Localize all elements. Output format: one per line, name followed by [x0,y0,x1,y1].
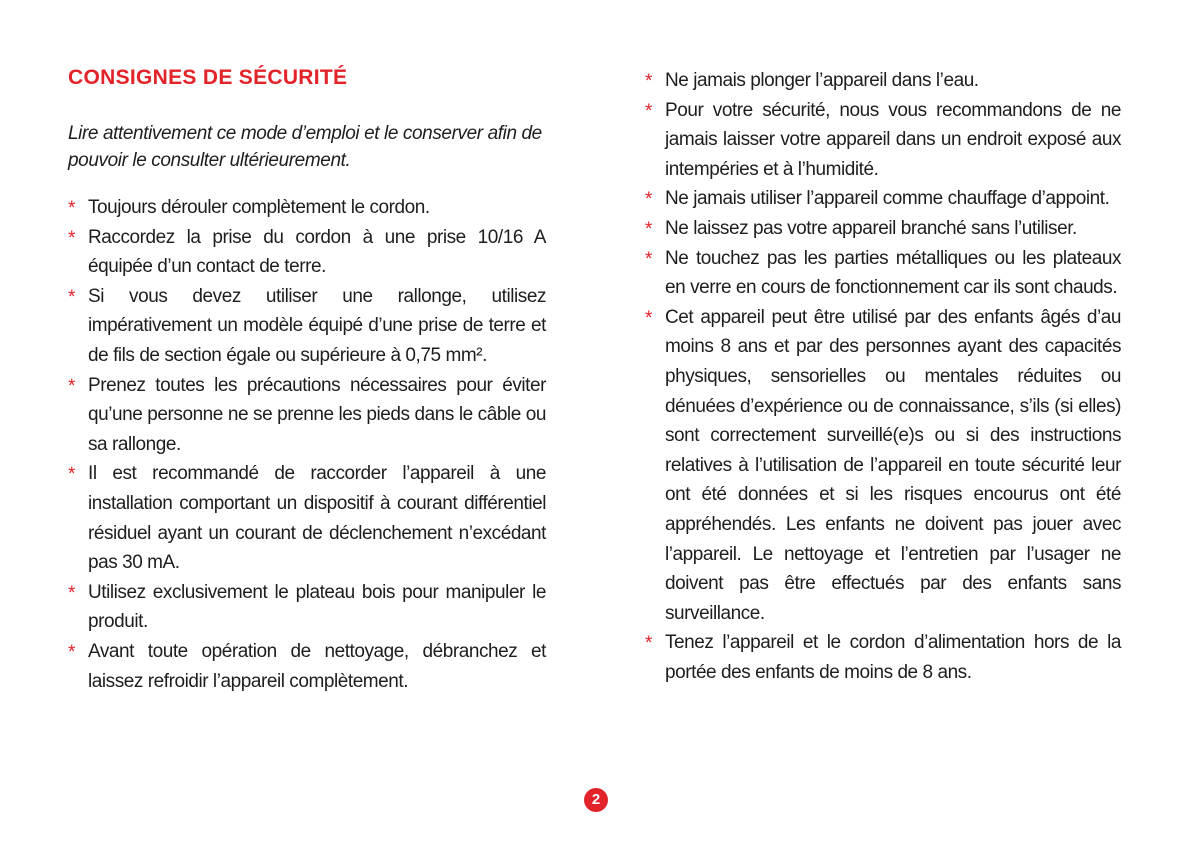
asterisk-bullet-icon: * [68,641,75,663]
list-item-text: Ne laissez pas votre appareil branché sans l’utiliser. [665,217,1077,239]
asterisk-bullet-icon: * [68,464,75,486]
list-item [68,282,546,371]
list-item [645,96,1121,185]
list-item-text: Tenez l’appareil et le cordon d’alimentation hors de la portée des enfants de moins de 8 ans. [665,632,1121,683]
list-item-text: Toujours dérouler complètement le cordon. [88,197,430,218]
list-item-text: Raccordez la prise du cordon à une prise 10/16 A équipée d’un contact de terre. [88,226,546,278]
asterisk-bullet-icon: * [68,227,75,249]
list-item-text: Il est recommandé de raccorder l’appareil à une installation comportant un dispositif à courant différentiel résiduel ayant un courant de déclenchement n’excédant pas 30 mA. [88,463,546,574]
list-item [645,66,1121,96]
right-safety-list [645,66,1121,687]
asterisk-bullet-icon: * [68,582,75,604]
list-item [645,628,1121,687]
section-heading: CONSIGNES DE SÉCURITÉ [68,66,348,89]
list-item-text: Ne jamais plonger l’appareil dans l’eau. [665,70,979,91]
intro-text: Lire attentivement ce mode d’emploi et le conserver afin de pouvoir le consulter ultérieurement. [68,123,542,171]
list-item [68,193,546,223]
list-item [68,578,546,637]
asterisk-bullet-icon: * [645,189,652,211]
asterisk-bullet-icon: * [645,218,652,240]
list-item [645,214,1121,244]
asterisk-bullet-icon: * [645,248,652,270]
list-item [68,371,546,460]
list-item-text: Utilisez exclusivement le plateau bois pour manipuler le produit. [88,581,546,633]
list-item [68,459,546,577]
list-item-text: Ne touchez pas les parties métalliques ou les plateaux en verre en cours de fonctionnement car ils sont chauds. [665,247,1121,299]
list-item [645,303,1121,629]
asterisk-bullet-icon: * [68,198,75,219]
page-number-badge: 2 [584,788,608,812]
list-item-text: Pour votre sécurité, nous vous recommandons de ne jamais laisser votre appareil dans un endroit exposé aux intempéries et à l’humidité. [665,99,1121,180]
list-item [68,223,546,282]
list-item [645,244,1121,303]
list-item-text: Prenez toutes les précautions nécessaires pour éviter qu’une personne ne se prenne les pieds dans le câble ou sa rallonge. [88,374,546,455]
list-item-text: Si vous devez utiliser une rallonge, utilisez impérativement un modèle équipé d’une prise de terre et de fils de section égale ou supérieure à 0,75 mm². [88,285,546,366]
left-safety-list [68,193,546,696]
asterisk-bullet-icon: * [645,633,652,655]
asterisk-bullet-icon: * [645,71,652,92]
list-item [68,637,546,696]
list-item-text: Avant toute opération de nettoyage, débranchez et laissez refroidir l’appareil complètement. [88,640,546,692]
asterisk-bullet-icon: * [645,307,652,329]
asterisk-bullet-icon: * [68,286,75,308]
asterisk-bullet-icon: * [68,375,75,397]
list-item-text: Ne jamais utiliser l’appareil comme chauffage d’appoint. [665,188,1110,210]
list-item-text: Cet appareil peut être utilisé par des enfants âgés d’au moins 8 ans et par des personnes ayant des capacités physiques, sensorielles ou mentales réduites ou dénuées d’expérience ou de connaissance, s’ils (si elles) sont correctement surveillé(e)s ou si des instructions relatives à l’utilisation de l’appareil en toute sécurité leur ont été données et si les risques encourus ont été appréhendés. Les enfants ne doivent pas jouer avec l’appareil. Le nettoyage et l’entretien par l’usager ne doivent pas être effectués par des enfants sans surveillance. [665,306,1121,624]
asterisk-bullet-icon: * [645,100,652,122]
list-item [645,184,1121,214]
